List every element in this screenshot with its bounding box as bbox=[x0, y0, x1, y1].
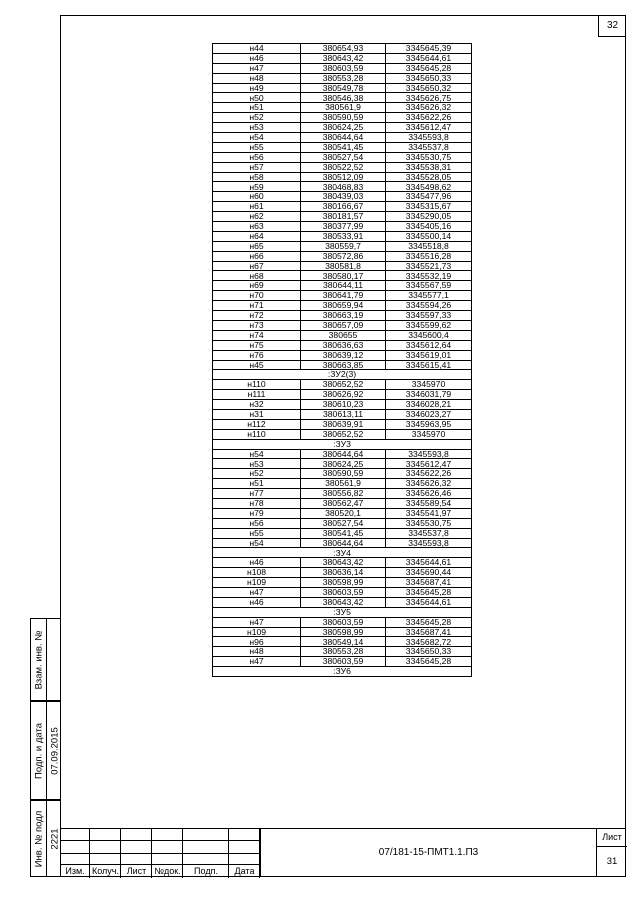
data-label: Дата bbox=[234, 866, 255, 876]
x-coordinate-cell: 380636,14 bbox=[301, 568, 386, 578]
point-name-cell: н47 bbox=[213, 657, 301, 667]
point-name-cell: н46 bbox=[213, 53, 301, 63]
point-name-cell: н45 bbox=[213, 360, 301, 370]
x-coordinate-cell: 380533,91 bbox=[301, 231, 386, 241]
x-coordinate-cell: 380561,9 bbox=[301, 103, 386, 113]
table-row bbox=[213, 429, 472, 439]
point-name-cell: н72 bbox=[213, 311, 301, 321]
x-coordinate-cell: 380549,78 bbox=[301, 83, 386, 93]
y-coordinate-cell: 3345532,19 bbox=[386, 271, 472, 281]
y-coordinate-cell: 3345315,67 bbox=[386, 202, 472, 212]
table-row bbox=[213, 63, 472, 73]
y-coordinate-cell: 3345626,46 bbox=[386, 489, 472, 499]
x-coordinate-cell: 380644,64 bbox=[301, 133, 386, 143]
section-title: :ЗУ6 bbox=[213, 667, 472, 677]
table-row bbox=[213, 291, 472, 301]
point-name-cell: н76 bbox=[213, 350, 301, 360]
table-row bbox=[213, 261, 472, 271]
y-coordinate-cell: 3345622,26 bbox=[386, 113, 472, 123]
section-title: :ЗУ3 bbox=[213, 439, 472, 449]
point-name-cell: н47 bbox=[213, 587, 301, 597]
y-coordinate-cell: 3345645,28 bbox=[386, 63, 472, 73]
y-coordinate-cell: 3345626,32 bbox=[386, 103, 472, 113]
point-name-cell: н70 bbox=[213, 291, 301, 301]
point-name-cell: н46 bbox=[213, 597, 301, 607]
point-name-cell: н31 bbox=[213, 409, 301, 419]
x-coordinate-cell: 380377,99 bbox=[301, 222, 386, 232]
table-row bbox=[213, 350, 472, 360]
y-coordinate-cell: 3345500,14 bbox=[386, 231, 472, 241]
point-name-cell: н47 bbox=[213, 617, 301, 627]
x-coordinate-cell: 380541,45 bbox=[301, 142, 386, 152]
y-coordinate-cell: 3345405,16 bbox=[386, 222, 472, 232]
y-coordinate-cell: 3345612,47 bbox=[386, 459, 472, 469]
point-name-cell: н110 bbox=[213, 429, 301, 439]
table-row bbox=[213, 172, 472, 182]
table-row bbox=[213, 597, 472, 607]
point-name-cell: н48 bbox=[213, 73, 301, 83]
point-name-cell: н51 bbox=[213, 103, 301, 113]
y-coordinate-cell: 3345594,26 bbox=[386, 301, 472, 311]
x-coordinate-cell: 380181,57 bbox=[301, 212, 386, 222]
point-name-cell: н77 bbox=[213, 489, 301, 499]
y-coordinate-cell: 3345963,95 bbox=[386, 419, 472, 429]
side-stamp-inv bbox=[30, 800, 60, 877]
y-coordinate-cell: 3345567,59 bbox=[386, 281, 472, 291]
point-name-cell: н49 bbox=[213, 83, 301, 93]
x-coordinate-cell: 380643,42 bbox=[301, 558, 386, 568]
y-coordinate-cell: 3345644,61 bbox=[386, 53, 472, 63]
table-row bbox=[213, 647, 472, 657]
section-row bbox=[213, 667, 472, 677]
podp-label: Подп. и дата bbox=[33, 722, 44, 779]
table-row bbox=[213, 449, 472, 459]
table-row bbox=[213, 578, 472, 588]
x-coordinate-cell: 380553,28 bbox=[301, 647, 386, 657]
x-coordinate-cell: 380556,82 bbox=[301, 489, 386, 499]
table-row bbox=[213, 182, 472, 192]
point-name-cell: н108 bbox=[213, 568, 301, 578]
table-row bbox=[213, 617, 472, 627]
y-coordinate-cell: 3345537,8 bbox=[386, 142, 472, 152]
x-coordinate-cell: 380468,83 bbox=[301, 182, 386, 192]
page-number: 32 bbox=[598, 15, 626, 37]
point-name-cell: н52 bbox=[213, 469, 301, 479]
x-coordinate-cell: 380636,63 bbox=[301, 340, 386, 350]
point-name-cell: н53 bbox=[213, 459, 301, 469]
point-name-cell: н63 bbox=[213, 222, 301, 232]
point-name-cell: н79 bbox=[213, 508, 301, 518]
y-coordinate-cell: 3345530,75 bbox=[386, 518, 472, 528]
table-row bbox=[213, 192, 472, 202]
x-coordinate-cell: 380644,11 bbox=[301, 281, 386, 291]
point-name-cell: н54 bbox=[213, 449, 301, 459]
point-name-cell: н58 bbox=[213, 172, 301, 182]
table-row bbox=[213, 538, 472, 548]
side-stamp-podp bbox=[30, 701, 60, 800]
x-coordinate-cell: 380522,52 bbox=[301, 162, 386, 172]
ndok-label: №док. bbox=[154, 866, 181, 876]
x-coordinate-cell: 380610,23 bbox=[301, 400, 386, 410]
point-name-cell: н44 bbox=[213, 44, 301, 54]
x-coordinate-cell: 380546,38 bbox=[301, 93, 386, 103]
y-coordinate-cell: 3345593,8 bbox=[386, 133, 472, 143]
sheet-box bbox=[596, 828, 626, 877]
table-row bbox=[213, 380, 472, 390]
y-coordinate-cell: 3345615,41 bbox=[386, 360, 472, 370]
x-coordinate-cell: 380659,94 bbox=[301, 301, 386, 311]
table-row bbox=[213, 568, 472, 578]
y-coordinate-cell: 3345645,28 bbox=[386, 617, 472, 627]
podp-col-label: Подп. bbox=[194, 866, 218, 876]
point-name-cell: н64 bbox=[213, 231, 301, 241]
y-coordinate-cell: 3345644,61 bbox=[386, 597, 472, 607]
table-row bbox=[213, 212, 472, 222]
table-row bbox=[213, 271, 472, 281]
point-name-cell: н69 bbox=[213, 281, 301, 291]
sheet-number: 31 bbox=[606, 856, 618, 867]
table-row bbox=[213, 587, 472, 597]
x-coordinate-cell: 380598,99 bbox=[301, 627, 386, 637]
x-coordinate-cell: 380663,19 bbox=[301, 311, 386, 321]
point-name-cell: н67 bbox=[213, 261, 301, 271]
y-coordinate-cell: 3345541,97 bbox=[386, 508, 472, 518]
title-block-grid bbox=[60, 829, 260, 878]
table-row bbox=[213, 231, 472, 241]
point-name-cell: н68 bbox=[213, 271, 301, 281]
y-coordinate-cell: 3345645,28 bbox=[386, 587, 472, 597]
y-coordinate-cell: 3345622,26 bbox=[386, 469, 472, 479]
point-name-cell: н111 bbox=[213, 390, 301, 400]
table-row bbox=[213, 390, 472, 400]
y-coordinate-cell: 3345612,47 bbox=[386, 123, 472, 133]
point-name-cell: н56 bbox=[213, 152, 301, 162]
y-coordinate-cell: 3345650,33 bbox=[386, 73, 472, 83]
x-coordinate-cell: 380643,42 bbox=[301, 53, 386, 63]
table-row bbox=[213, 133, 472, 143]
table-row bbox=[213, 241, 472, 251]
point-name-cell: н50 bbox=[213, 93, 301, 103]
x-coordinate-cell: 380541,45 bbox=[301, 528, 386, 538]
y-coordinate-cell: 3345577,1 bbox=[386, 291, 472, 301]
coordinates-table bbox=[212, 43, 472, 677]
table-row bbox=[213, 222, 472, 232]
section-row bbox=[213, 548, 472, 558]
table-row bbox=[213, 320, 472, 330]
point-name-cell: н75 bbox=[213, 340, 301, 350]
point-name-cell: н57 bbox=[213, 162, 301, 172]
y-coordinate-cell: 3345687,41 bbox=[386, 627, 472, 637]
table-row bbox=[213, 281, 472, 291]
section-row bbox=[213, 607, 472, 617]
table-row bbox=[213, 142, 472, 152]
x-coordinate-cell: 380639,91 bbox=[301, 419, 386, 429]
x-coordinate-cell: 380639,12 bbox=[301, 350, 386, 360]
x-coordinate-cell: 380580,17 bbox=[301, 271, 386, 281]
vzam-label: Взам. инв. № bbox=[33, 630, 44, 689]
point-name-cell: н66 bbox=[213, 251, 301, 261]
x-coordinate-cell: 380559,7 bbox=[301, 241, 386, 251]
x-coordinate-cell: 380654,93 bbox=[301, 44, 386, 54]
y-coordinate-cell: 3345644,61 bbox=[386, 558, 472, 568]
y-coordinate-cell: 3345645,39 bbox=[386, 44, 472, 54]
y-coordinate-cell: 3345645,28 bbox=[386, 657, 472, 667]
y-coordinate-cell: 3345589,54 bbox=[386, 498, 472, 508]
table-row bbox=[213, 83, 472, 93]
y-coordinate-cell: 3345593,8 bbox=[386, 538, 472, 548]
point-name-cell: н62 bbox=[213, 212, 301, 222]
x-coordinate-cell: 380652,52 bbox=[301, 380, 386, 390]
x-coordinate-cell: 380561,9 bbox=[301, 479, 386, 489]
table-row bbox=[213, 330, 472, 340]
point-name-cell: н32 bbox=[213, 400, 301, 410]
y-coordinate-cell: 3345597,33 bbox=[386, 311, 472, 321]
koluch-label: Колуч. bbox=[92, 866, 119, 876]
table-row bbox=[213, 152, 472, 162]
x-coordinate-cell: 380562,47 bbox=[301, 498, 386, 508]
table-row bbox=[213, 518, 472, 528]
y-coordinate-cell: 3346028,21 bbox=[386, 400, 472, 410]
table-row bbox=[213, 113, 472, 123]
y-coordinate-cell: 3345970 bbox=[386, 429, 472, 439]
point-name-cell: н47 bbox=[213, 63, 301, 73]
point-name-cell: н55 bbox=[213, 142, 301, 152]
y-coordinate-cell: 3345682,72 bbox=[386, 637, 472, 647]
document-code: 07/181-15-ПМТ1.1.П3 bbox=[260, 828, 596, 877]
x-coordinate-cell: 380663,85 bbox=[301, 360, 386, 370]
section-title: :ЗУ4 bbox=[213, 548, 472, 558]
x-coordinate-cell: 380527,54 bbox=[301, 518, 386, 528]
y-coordinate-cell: 3345516,28 bbox=[386, 251, 472, 261]
y-coordinate-cell: 3345619,01 bbox=[386, 350, 472, 360]
point-name-cell: н52 bbox=[213, 113, 301, 123]
x-coordinate-cell: 380626,92 bbox=[301, 390, 386, 400]
x-coordinate-cell: 380512,09 bbox=[301, 172, 386, 182]
x-coordinate-cell: 380553,28 bbox=[301, 73, 386, 83]
x-coordinate-cell: 380581,8 bbox=[301, 261, 386, 271]
table-row bbox=[213, 44, 472, 54]
table-row bbox=[213, 162, 472, 172]
x-coordinate-cell: 380657,09 bbox=[301, 320, 386, 330]
x-coordinate-cell: 380527,54 bbox=[301, 152, 386, 162]
table-row bbox=[213, 53, 472, 63]
y-coordinate-cell: 3345626,75 bbox=[386, 93, 472, 103]
y-coordinate-cell: 3346031,79 bbox=[386, 390, 472, 400]
y-coordinate-cell: 3345530,75 bbox=[386, 152, 472, 162]
table-row bbox=[213, 73, 472, 83]
point-name-cell: н55 bbox=[213, 528, 301, 538]
table-row bbox=[213, 558, 472, 568]
table-row bbox=[213, 459, 472, 469]
x-coordinate-cell: 380644,64 bbox=[301, 538, 386, 548]
table-row bbox=[213, 508, 472, 518]
y-coordinate-cell: 3345518,8 bbox=[386, 241, 472, 251]
izm-label: Изм. bbox=[65, 866, 85, 876]
point-name-cell: н51 bbox=[213, 479, 301, 489]
y-coordinate-cell: 3345650,32 bbox=[386, 83, 472, 93]
x-coordinate-cell: 380643,42 bbox=[301, 597, 386, 607]
y-coordinate-cell: 3345498,62 bbox=[386, 182, 472, 192]
y-coordinate-cell: 3345650,33 bbox=[386, 647, 472, 657]
table-row bbox=[213, 528, 472, 538]
y-coordinate-cell: 3345538,31 bbox=[386, 162, 472, 172]
table-row bbox=[213, 419, 472, 429]
x-coordinate-cell: 380624,25 bbox=[301, 123, 386, 133]
y-coordinate-cell: 3345612,64 bbox=[386, 340, 472, 350]
table-row bbox=[213, 202, 472, 212]
point-name-cell: н74 bbox=[213, 330, 301, 340]
point-name-cell: н109 bbox=[213, 627, 301, 637]
table-row bbox=[213, 627, 472, 637]
x-coordinate-cell: 380624,25 bbox=[301, 459, 386, 469]
point-name-cell: н78 bbox=[213, 498, 301, 508]
x-coordinate-cell: 380603,59 bbox=[301, 587, 386, 597]
y-coordinate-cell: 3345687,41 bbox=[386, 578, 472, 588]
y-coordinate-cell: 3345593,8 bbox=[386, 449, 472, 459]
table-row bbox=[213, 479, 472, 489]
x-coordinate-cell: 380549,14 bbox=[301, 637, 386, 647]
y-coordinate-cell: 3345970 bbox=[386, 380, 472, 390]
table-row bbox=[213, 469, 472, 479]
inv-label: Инв. № подл bbox=[33, 810, 44, 867]
point-name-cell: н112 bbox=[213, 419, 301, 429]
table-row bbox=[213, 637, 472, 647]
table-row bbox=[213, 340, 472, 350]
x-coordinate-cell: 380590,59 bbox=[301, 113, 386, 123]
x-coordinate-cell: 380439,03 bbox=[301, 192, 386, 202]
point-name-cell: н71 bbox=[213, 301, 301, 311]
point-name-cell: н56 bbox=[213, 518, 301, 528]
point-name-cell: н110 bbox=[213, 380, 301, 390]
x-coordinate-cell: 380603,59 bbox=[301, 617, 386, 627]
table-row bbox=[213, 360, 472, 370]
y-coordinate-cell: 3345537,8 bbox=[386, 528, 472, 538]
table-row bbox=[213, 251, 472, 261]
point-name-cell: н96 bbox=[213, 637, 301, 647]
side-stamp-vzam bbox=[30, 618, 60, 701]
x-coordinate-cell: 380603,59 bbox=[301, 657, 386, 667]
x-coordinate-cell: 380641,79 bbox=[301, 291, 386, 301]
y-coordinate-cell: 3345477,96 bbox=[386, 192, 472, 202]
point-name-cell: н109 bbox=[213, 578, 301, 588]
y-coordinate-cell: 3346023,27 bbox=[386, 409, 472, 419]
table-row bbox=[213, 301, 472, 311]
table-row bbox=[213, 103, 472, 113]
point-name-cell: н59 bbox=[213, 182, 301, 192]
x-coordinate-cell: 380603,59 bbox=[301, 63, 386, 73]
table-row bbox=[213, 311, 472, 321]
point-name-cell: н60 bbox=[213, 192, 301, 202]
x-coordinate-cell: 380613,11 bbox=[301, 409, 386, 419]
inv-value: 2221 bbox=[49, 827, 60, 850]
point-name-cell: н65 bbox=[213, 241, 301, 251]
sheet-label: Лист bbox=[597, 828, 627, 847]
point-name-cell: н54 bbox=[213, 133, 301, 143]
section-row bbox=[213, 370, 472, 380]
table-row bbox=[213, 409, 472, 419]
y-coordinate-cell: 3345626,32 bbox=[386, 479, 472, 489]
podp-value: 07.09.2015 bbox=[49, 726, 60, 775]
point-name-cell: н48 bbox=[213, 647, 301, 657]
point-name-cell: н73 bbox=[213, 320, 301, 330]
point-name-cell: н61 bbox=[213, 202, 301, 212]
x-coordinate-cell: 380520,1 bbox=[301, 508, 386, 518]
table-row bbox=[213, 498, 472, 508]
section-row bbox=[213, 439, 472, 449]
list-label: Лист bbox=[126, 866, 147, 876]
table-row bbox=[213, 657, 472, 667]
y-coordinate-cell: 3345600,4 bbox=[386, 330, 472, 340]
y-coordinate-cell: 3345690,44 bbox=[386, 568, 472, 578]
y-coordinate-cell: 3345290,05 bbox=[386, 212, 472, 222]
table-row bbox=[213, 400, 472, 410]
x-coordinate-cell: 380655 bbox=[301, 330, 386, 340]
y-coordinate-cell: 3345528,05 bbox=[386, 172, 472, 182]
table-row bbox=[213, 93, 472, 103]
x-coordinate-cell: 380644,64 bbox=[301, 449, 386, 459]
point-name-cell: н54 bbox=[213, 538, 301, 548]
x-coordinate-cell: 380652,52 bbox=[301, 429, 386, 439]
x-coordinate-cell: 380590,59 bbox=[301, 469, 386, 479]
y-coordinate-cell: 3345521,73 bbox=[386, 261, 472, 271]
section-title: :ЗУ5 bbox=[213, 607, 472, 617]
x-coordinate-cell: 380598,99 bbox=[301, 578, 386, 588]
x-coordinate-cell: 380572,86 bbox=[301, 251, 386, 261]
x-coordinate-cell: 380166,67 bbox=[301, 202, 386, 212]
section-title: :ЗУ2(3) bbox=[213, 370, 472, 380]
y-coordinate-cell: 3345599,62 bbox=[386, 320, 472, 330]
point-name-cell: н53 bbox=[213, 123, 301, 133]
table-row bbox=[213, 123, 472, 133]
table-row bbox=[213, 489, 472, 499]
point-name-cell: н46 bbox=[213, 558, 301, 568]
